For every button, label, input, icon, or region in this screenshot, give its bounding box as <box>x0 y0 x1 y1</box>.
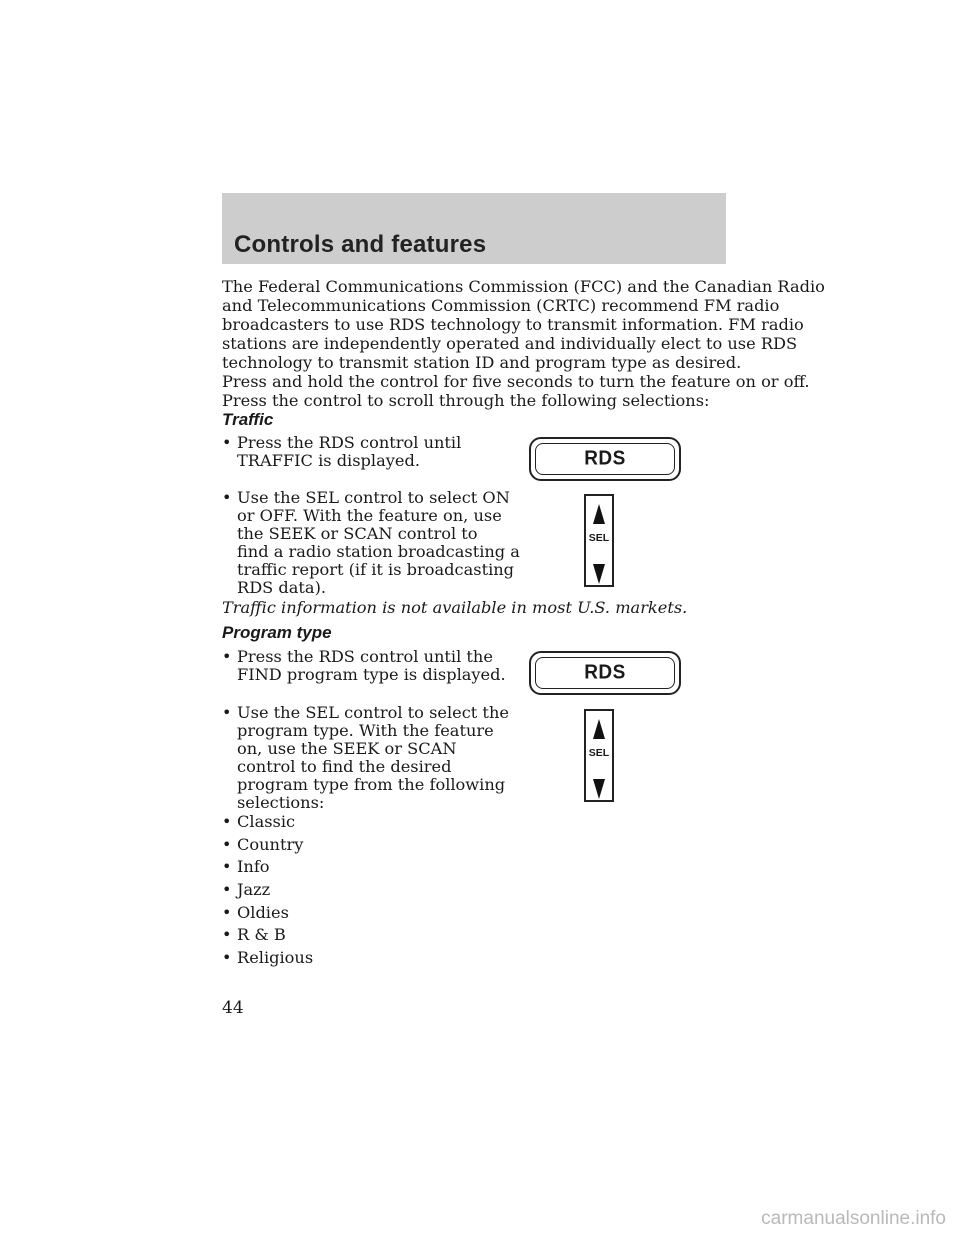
program-type-bullet-1 <box>222 648 506 684</box>
text-line: broadcasters to use RDS technology to transmit information. FM radio <box>222 315 804 334</box>
bullet-dot: • <box>222 835 232 854</box>
bullet-dot: • <box>222 433 232 452</box>
text-line: The Federal Communications Commission (FCC) and the Canadian Radio <box>222 277 825 296</box>
section-title: Controls and features <box>234 231 487 258</box>
rds-button[interactable] <box>529 651 681 695</box>
sel-rocker-button[interactable] <box>584 494 614 587</box>
selection-label: Religious <box>237 948 314 967</box>
selection-item <box>222 904 289 922</box>
watermark: carmanualsonline.info <box>761 1208 946 1229</box>
text-line: Use the SEL control to select the <box>237 703 509 722</box>
text-line: Press the control to scroll through the following selections: <box>222 391 710 410</box>
intro-paragraph-2 <box>222 372 810 410</box>
selection-item <box>222 836 303 854</box>
text-line: Use the SEL control to select ON <box>237 488 510 507</box>
intro-paragraph-1 <box>222 277 825 372</box>
bullet-dot: • <box>222 925 232 944</box>
text-line: on, use the SEEK or SCAN <box>237 739 457 758</box>
selection-item <box>222 926 286 944</box>
text-line: the SEEK or SCAN control to <box>237 524 478 543</box>
sel-rocker-button[interactable] <box>584 709 614 802</box>
selection-item <box>222 813 295 831</box>
rds-button-label: RDS <box>584 661 626 684</box>
rds-button[interactable] <box>529 437 681 481</box>
down-arrow-icon <box>593 564 605 584</box>
text-line: selections: <box>237 793 325 812</box>
selection-item <box>222 858 270 876</box>
traffic-note: Traffic information is not available in most U.S. markets. <box>222 598 688 617</box>
text-line: program type from the following <box>237 775 506 794</box>
bullet-dot: • <box>222 812 232 831</box>
text-line: and Telecommunications Commission (CRTC) recommend FM radio <box>222 296 780 315</box>
text-line: program type. With the feature <box>237 721 494 740</box>
selection-item <box>222 949 313 967</box>
section-header-band <box>222 193 726 264</box>
sel-button-label: SEL <box>588 747 610 759</box>
program-type-heading: Program type <box>222 623 332 642</box>
bullet-dot: • <box>222 647 232 666</box>
text-line: RDS data). <box>237 578 327 597</box>
selection-label: Jazz <box>237 880 271 899</box>
page-number: 44 <box>222 998 244 1018</box>
text-line: traffic report (if it is broadcasting <box>237 560 515 579</box>
selection-label: R & B <box>237 925 286 944</box>
text-line: stations are independently operated and individually elect to use RDS <box>222 334 798 353</box>
selection-label: Oldies <box>237 903 289 922</box>
selection-item <box>222 881 270 899</box>
bullet-dot: • <box>222 880 232 899</box>
text-line: Press the RDS control until <box>237 433 462 452</box>
bullet-dot: • <box>222 948 232 967</box>
down-arrow-icon <box>593 779 605 799</box>
text-line: Press and hold the control for five seconds to turn the feature on or off. <box>222 372 810 391</box>
sel-button-label: SEL <box>588 532 610 544</box>
text-line: find a radio station broadcasting a <box>237 542 520 561</box>
text-line: TRAFFIC is displayed. <box>237 451 420 470</box>
selection-label: Info <box>237 857 270 876</box>
selection-label: Country <box>237 835 304 854</box>
text-line: Press the RDS control until the <box>237 647 493 666</box>
selection-label: Classic <box>237 812 296 831</box>
up-arrow-icon <box>593 504 605 524</box>
bullet-dot: • <box>222 903 232 922</box>
bullet-dot: • <box>222 703 232 722</box>
bullet-dot: • <box>222 857 232 876</box>
traffic-heading: Traffic <box>222 410 274 429</box>
text-line: technology to transmit station ID and program type as desired. <box>222 353 742 372</box>
up-arrow-icon <box>593 719 605 739</box>
text-line: control to find the desired <box>237 757 452 776</box>
program-type-bullet-2 <box>222 704 509 812</box>
rds-button-label: RDS <box>584 447 626 470</box>
traffic-bullet-2 <box>222 489 520 597</box>
text-line: or OFF. With the feature on, use <box>237 506 502 525</box>
text-line: FIND program type is displayed. <box>237 665 506 684</box>
bullet-dot: • <box>222 488 232 507</box>
traffic-bullet-1 <box>222 434 461 470</box>
